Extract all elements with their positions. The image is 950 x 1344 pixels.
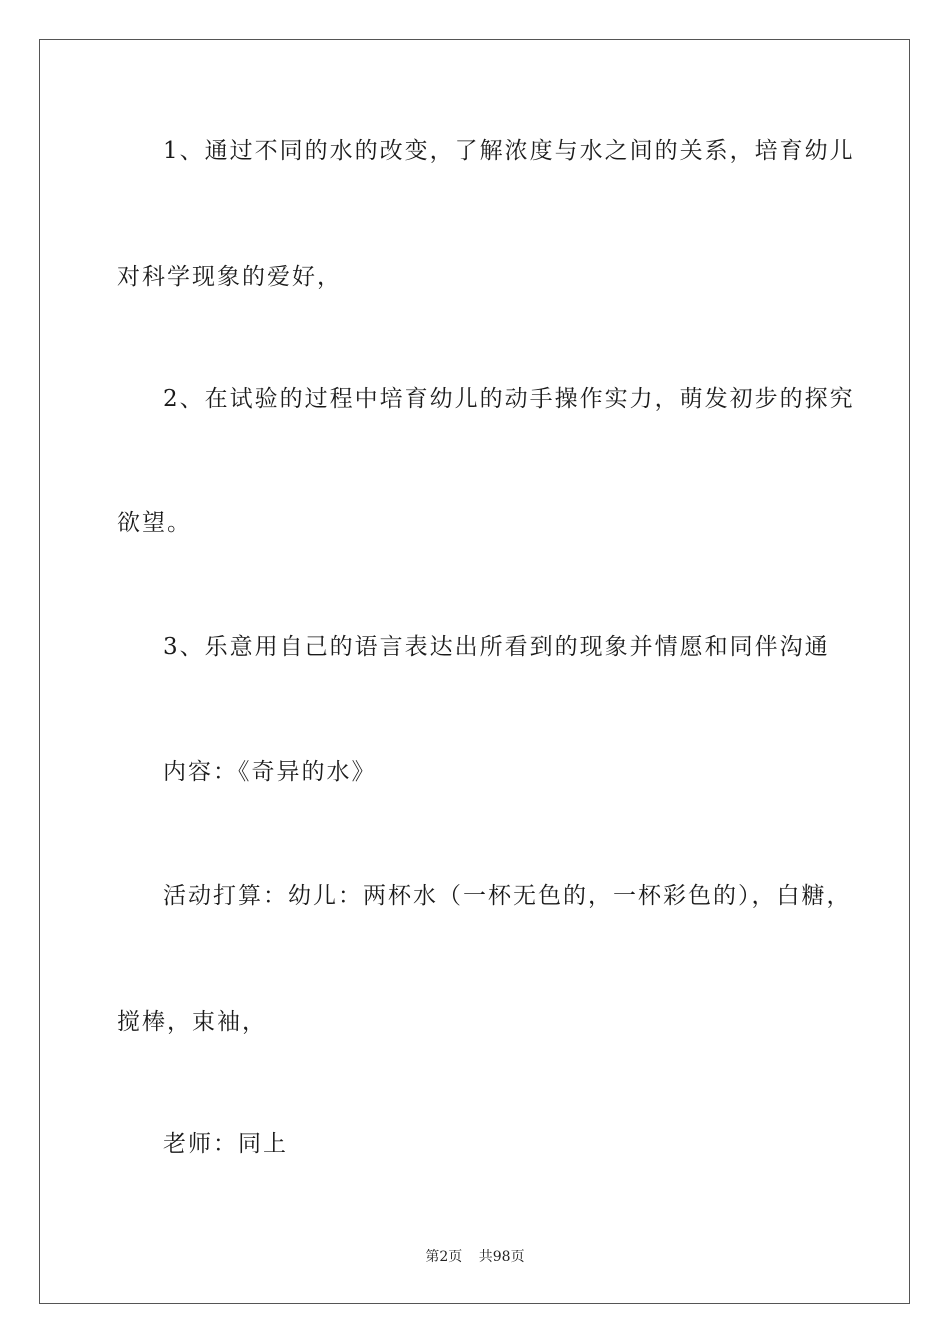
preparation-line-2: 搅棒，束袖， (117, 1009, 267, 1035)
teacher-line: 老师：同上 (163, 1131, 288, 1157)
page-number-total: 共98页 (478, 1249, 525, 1265)
page-number-current: 第2页 (425, 1249, 463, 1265)
paragraph-3-line-1: 3、乐意用自己的语言表达出所看到的现象并情愿和同伴沟通 (163, 634, 830, 660)
content-title-line: 内容：《奇异的水》 (163, 759, 377, 785)
paragraph-2-line-1: 2、在试验的过程中培育幼儿的动手操作实力，萌发初步的探究 (163, 386, 855, 412)
paragraph-1-line-2: 对科学现象的爱好， (117, 264, 342, 290)
preparation-line-1: 活动打算：幼儿：两杯水（一杯无色的，一杯彩色的），白糖， (163, 883, 852, 909)
page-frame (39, 39, 910, 1304)
page-footer (0, 1248, 950, 1266)
paragraph-2-line-2: 欲望。 (117, 510, 192, 536)
paragraph-1-line-1: 1、通过不同的水的改变，了解浓度与水之间的关系，培育幼儿 (163, 138, 855, 164)
